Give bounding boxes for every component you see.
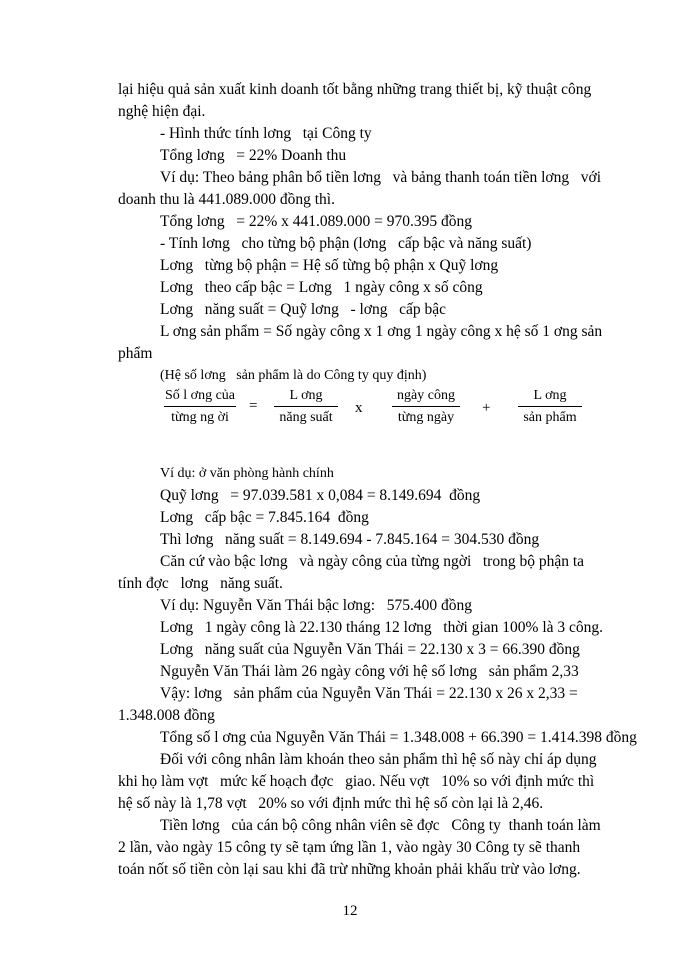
text-line: - Hình thức tính lơng tại Công ty	[160, 125, 372, 142]
text-line: Đối với công nhân làm khoán theo sản phẩm thì hệ số này chỉ áp dụng	[160, 751, 597, 768]
text-line: Tổng lơng = 22% Doanh thu	[160, 147, 347, 164]
text-line: - Tính lơng cho từng bộ phận (lơng cấp bậc và năng suất)	[160, 235, 532, 252]
text-line: khi họ làm vợt mức kế hoạch đợc giao. Nếu vợt 10% so với định mức thì	[118, 773, 595, 790]
text-line: tính đợc lơng năng suất.	[118, 575, 283, 592]
fraction-3-denominator: từng ngày	[397, 410, 455, 425]
fraction-2-denominator: năng suất	[279, 410, 333, 425]
text-line: (Hệ số lơng sản phẩm là do Công ty quy định)	[160, 368, 427, 383]
fraction-2-bar	[274, 406, 338, 407]
text-line: Nguyễn Văn Thái làm 26 ngày công với hệ số lơng sản phẩm 2,33	[160, 663, 579, 680]
text-line: Lơng năng suất = Quỹ lơng - lơng cấp bậc	[160, 301, 447, 318]
text-line: Vậy: lơng sản phẩm của Nguyễn Văn Thái = 22.130 x 26 x 2,33 =	[160, 685, 578, 702]
text-line: Căn cứ vào bậc lơng và ngày công của từng ngời trong bộ phận ta	[160, 553, 585, 570]
fraction-3-bar	[392, 406, 460, 407]
text-line: Lơng theo cấp bậc = Lơng 1 ngày công x số công	[160, 279, 483, 296]
text-line: Thì lơng năng suất = 8.149.694 - 7.845.164 = 304.530 đồng	[160, 531, 540, 548]
text-line: toán nốt số tiền còn lại sau khi đã trừ những khoản phải khấu trừ vào lơng.	[118, 861, 581, 878]
fraction-4-denominator: sản phẩm	[523, 410, 577, 425]
text-line: Lơng năng suất của Nguyễn Văn Thái = 22.130 x 3 = 66.390 đồng	[160, 641, 580, 658]
text-line: Lơng từng bộ phận = Hệ số từng bộ phận x Quỹ lơng	[160, 257, 499, 274]
text-line: L ơng sản phẩm = Số ngày công x 1 ơng 1 ngày công x hệ số 1 ơng sản	[160, 323, 603, 340]
fraction-3-numerator: ngày công	[397, 388, 455, 403]
text-line: 2 lần, vào ngày 15 công ty sẽ tạm ứng lần 1, vào ngày 30 Công ty sẽ thanh	[118, 839, 581, 856]
text-line: phẩm	[118, 345, 153, 362]
page-number: 12	[342, 903, 358, 919]
fraction-4-numerator: L ơng	[533, 388, 567, 403]
fraction-1-numerator: Số l ơng của	[164, 388, 235, 403]
multiply-sign: x	[355, 400, 363, 416]
text-line: Ví dụ: ở văn phòng hành chính	[160, 466, 334, 481]
text-line: lại hiệu quả sản xuất kinh doanh tốt bằng những trang thiết bị, kỹ thuật công	[118, 81, 592, 98]
text-line: Lơng cấp bậc = 7.845.164 đồng	[160, 509, 369, 526]
text-line: 1.348.008 đồng	[118, 707, 215, 724]
text-line: Tổng số l ơng của Nguyễn Văn Thái = 1.348.008 + 66.390 = 1.414.398 đồng	[160, 729, 637, 746]
fraction-4-bar	[518, 406, 582, 407]
text-line: doanh thu là 441.089.000 đồng thì.	[118, 191, 335, 208]
fraction-1-bar	[164, 406, 236, 407]
text-line: hệ số này là 1,78 vợt 20% so với định mức thì hệ số còn lại là 2,46.	[118, 795, 544, 812]
equals-sign: =	[249, 398, 258, 414]
plus-sign: +	[482, 400, 491, 416]
text-line: Ví dụ: Theo bảng phân bổ tiền lơng và bảng thanh toán tiền lơng với	[160, 169, 602, 186]
fraction-1-denominator: từng ng ời	[171, 410, 229, 425]
text-line: Tổng lơng = 22% x 441.089.000 = 970.395 đồng	[160, 213, 472, 230]
fraction-2-numerator: L ơng	[289, 388, 323, 403]
text-line: Tiền lơng của cán bộ công nhân viên sẽ đợc Công ty thanh toán làm	[160, 817, 601, 834]
text-line: nghệ hiện đại.	[118, 103, 206, 120]
text-line: Lơng 1 ngày công là 22.130 tháng 12 lơng thời gian 100% là 3 công.	[160, 619, 604, 636]
text-line: Quỹ lơng = 97.039.581 x 0,084 = 8.149.694 đồng	[160, 487, 481, 504]
text-line: Ví dụ: Nguyễn Văn Thái bậc lơng: 575.400 đồng	[160, 597, 472, 614]
